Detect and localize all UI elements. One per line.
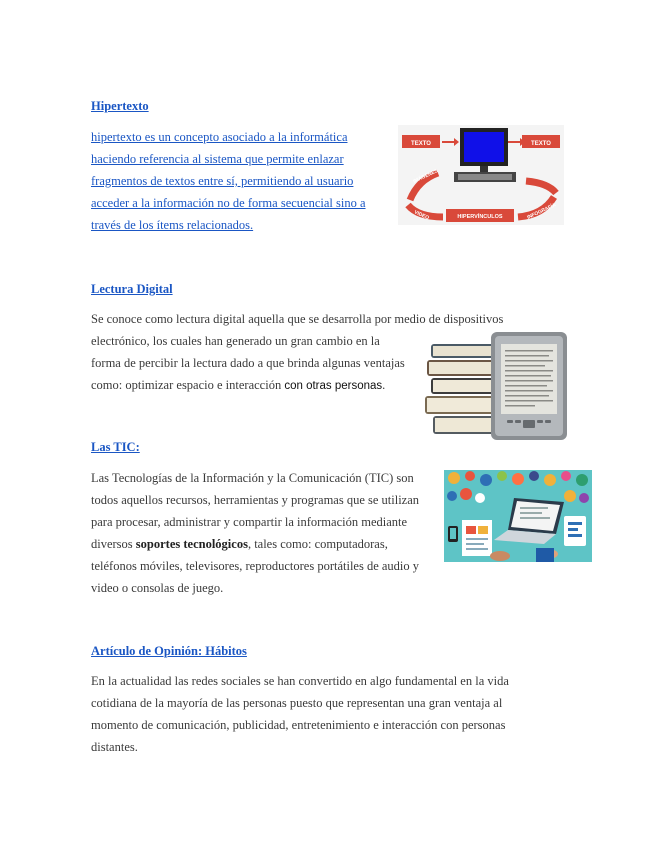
diagram-label-infografia: INFOGRAFÍA	[526, 202, 558, 221]
section-title-las-tic[interactable]: Las TIC:	[91, 440, 140, 454]
tic-line-4	[91, 537, 388, 552]
hipertexto-link-line-1[interactable]: hipertexto es un concepto asociado a la informática	[91, 130, 348, 144]
tic-line-1: Las Tecnologías de la Información y la Comunicación (TIC) son	[91, 471, 414, 485]
diagram-label-texto-right: TEXTO	[531, 141, 551, 147]
tic-line-4-text-c: , tales como: computadoras,	[247, 537, 388, 551]
tic-technology-image	[444, 470, 592, 562]
hipertexto-link-line-5[interactable]: través de los ítems relacionados.	[91, 218, 254, 232]
tic-line-4-text-a: diversos	[91, 537, 136, 551]
lectura-period: .	[382, 378, 386, 392]
section-title-lectura-digital[interactable]: Lectura Digital	[91, 282, 173, 296]
lectura-highlight-text: con otras personas	[284, 380, 383, 392]
diagram-label-imagenes: IMÁGENES	[412, 168, 440, 185]
lectura-line-4-text: como: optimizar espacio e interacción	[91, 378, 285, 392]
articulo-line-2: cotidiana de la mayoría de las personas puesto que representan una gran ventaja al	[91, 696, 503, 710]
diagram-label-texto-left: TEXTO	[411, 141, 431, 147]
diagram-label-hipervinculos: HIPERVÍNCULOS	[457, 214, 503, 220]
articulo-line-4: distantes.	[91, 740, 138, 754]
tic-line-5: teléfonos móviles, televisores, reproductores portátiles de audio y	[91, 559, 420, 573]
ebook-reader-image	[425, 330, 591, 442]
articulo-line-1: En la actualidad las redes sociales se han convertido en algo fundamental en la vida	[91, 674, 509, 688]
lectura-line-1: Se conoce como lectura digital aquella que se desarrolla por medio de dispositivos	[91, 312, 504, 326]
lectura-line-2: electrónico, los cuales han generado un gran cambio en la	[91, 334, 380, 348]
section-title-hipertexto[interactable]: Hipertexto	[91, 99, 149, 113]
hipertexto-link-line-2[interactable]: haciendo referencia al sistema que permite enlazar	[91, 152, 344, 166]
tic-line-3: para procesar, administrar y compartir la información mediante	[91, 515, 408, 529]
hipertexto-link-line-4[interactable]: acceder a la información no de forma secuencial sino a	[91, 196, 366, 210]
tic-line-2: todos aquellos recursos, herramientas y programas que se utilizan	[91, 493, 420, 507]
lectura-line-3: forma de percibir la lectura dado a que brinda algunas ventajas	[91, 356, 405, 370]
articulo-line-3: momento de comunicación, publicidad, entretenimiento e interacción con personas	[91, 718, 506, 732]
tic-bold-soportes: soportes tecnológicos	[135, 537, 248, 551]
diagram-label-video: VIDEO	[413, 209, 430, 222]
tic-line-6: video o consolas de juego.	[91, 581, 224, 595]
section-title-articulo-opinion[interactable]: Artículo de Opinión: Hábitos	[91, 644, 247, 658]
lectura-line-4	[91, 378, 385, 393]
hypertext-diagram-image	[398, 125, 564, 225]
hipertexto-link-line-3[interactable]: fragmentos de textos entre sí, permitiendo al usuario	[91, 174, 354, 188]
